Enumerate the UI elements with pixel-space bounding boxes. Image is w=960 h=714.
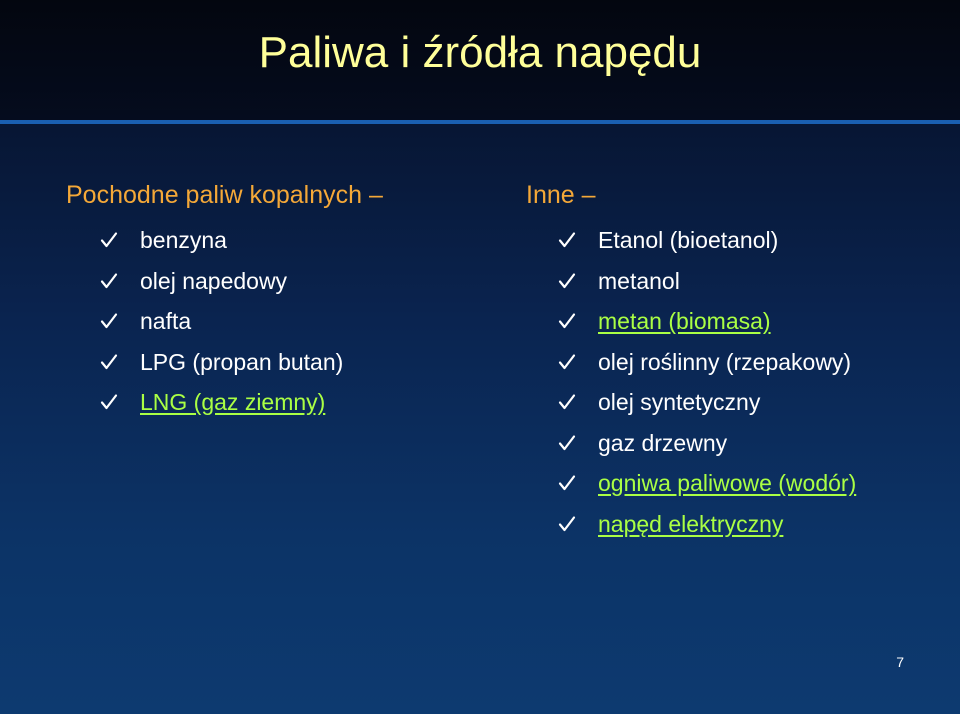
list-item-label: olej roślinny (rzepakowy) bbox=[598, 348, 852, 375]
checkmark-icon bbox=[558, 393, 576, 411]
right-column-heading: Inne – bbox=[526, 181, 596, 209]
slide-title: Paliwa i źródła napędu bbox=[258, 28, 702, 77]
checkmark-icon bbox=[100, 393, 118, 411]
checkmark-icon bbox=[100, 353, 118, 371]
title-divider bbox=[0, 120, 960, 124]
list-item-link[interactable]: napęd elektryczny bbox=[598, 510, 784, 537]
list-item-label: metanol bbox=[598, 267, 680, 294]
checkmark-icon bbox=[558, 434, 576, 452]
list-item-link[interactable]: ogniwa paliwowe (wodór) bbox=[598, 470, 857, 496]
checkmark-icon bbox=[100, 272, 118, 290]
checkmark-icon bbox=[100, 231, 118, 249]
list-item-link[interactable]: metan (biomasa) bbox=[598, 308, 771, 334]
list-item-label: olej napedowy bbox=[140, 267, 288, 294]
left-column-heading: Pochodne paliw kopalnych – bbox=[66, 181, 383, 209]
list-item-label: LPG (propan butan) bbox=[140, 348, 344, 375]
list-item-label: nafta bbox=[140, 308, 192, 334]
checkmark-icon bbox=[558, 272, 576, 290]
list-item-label: Etanol (bioetanol) bbox=[598, 227, 779, 253]
page-number: 7 bbox=[896, 654, 904, 670]
checkmark-icon bbox=[558, 231, 576, 249]
list-item-link[interactable]: LNG (gaz ziemny) bbox=[140, 389, 326, 415]
list-item-label: olej syntetyczny bbox=[598, 389, 761, 415]
list-item-label: gaz drzewny bbox=[598, 429, 728, 456]
checkmark-icon bbox=[100, 312, 118, 330]
checkmark-icon bbox=[558, 515, 576, 533]
checkmark-icon bbox=[558, 353, 576, 371]
checkmark-icon bbox=[558, 474, 576, 492]
checkmark-icon bbox=[558, 312, 576, 330]
list-item-label: benzyna bbox=[140, 227, 227, 253]
